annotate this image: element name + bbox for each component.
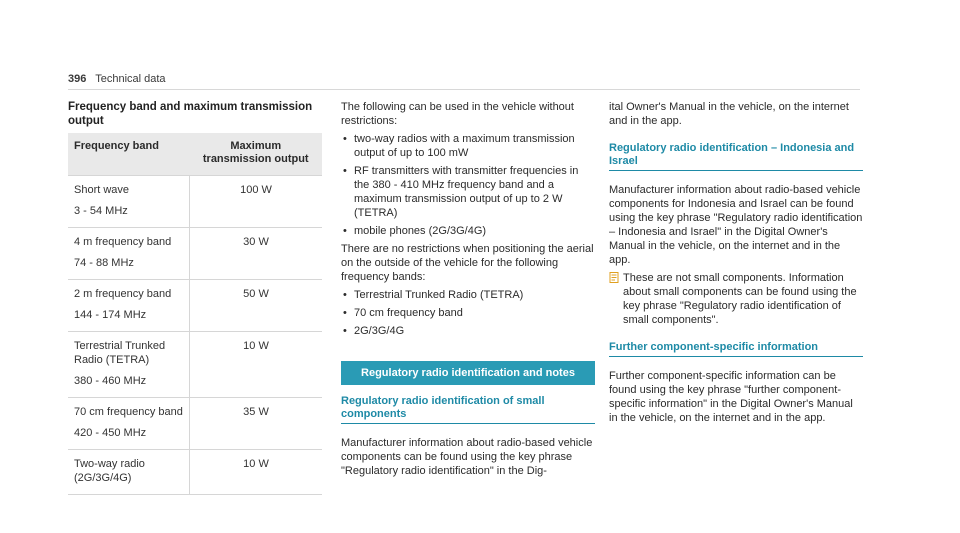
- intro-paragraph: The following can be used in the vehicle without restrictions:: [341, 101, 574, 127]
- band-name: Terrestrial Trunked Radio (TETRA): [74, 340, 166, 366]
- table-row: [68, 332, 322, 398]
- further-info-paragraph: Further component-specific information can be found using the key phrase "further component-specific information" in the Digital Owner's Manual in the vehicle, on the internet and in the app.: [609, 370, 853, 424]
- output-cell: 30 W: [190, 228, 323, 280]
- band-cell: [68, 332, 190, 398]
- left-column: [68, 100, 322, 495]
- continued-paragraph: ital Owner's Manual in the vehicle, on the internet and in the app.: [609, 101, 849, 127]
- band-range: 3 - 54 MHz: [74, 205, 128, 217]
- band-range: 380 - 460 MHz: [74, 375, 147, 387]
- band-name: 4 m frequency band: [74, 236, 172, 248]
- band-range: 74 - 88 MHz: [74, 257, 134, 269]
- section-banner: Regulatory radio identification and notes: [341, 361, 595, 385]
- table-row: [68, 176, 322, 228]
- aerial-paragraph: There are no restrictions when positioning the aerial on the outside of the vehicle for the following frequency bands:: [341, 243, 594, 283]
- note-box: [609, 271, 863, 327]
- band-cell: [68, 176, 190, 228]
- list-item: • Terrestrial Trunked Radio (TETRA): [341, 288, 595, 302]
- output-cell: 35 W: [190, 398, 323, 450]
- middle-column: [341, 100, 595, 482]
- unrestricted-list: [341, 132, 595, 238]
- band-range: 420 - 450 MHz: [74, 427, 147, 439]
- output-cell: 100 W: [190, 176, 323, 228]
- note-text: These are not small components. Information about small components can be found using the key phrase "Regulatory radio identification of small components".: [623, 272, 857, 326]
- small-components-paragraph: Manufacturer information about radio-based vehicle components can be found using the key phrase "Regulatory radio identification" in the Dig-: [341, 437, 593, 477]
- page-header: [68, 73, 166, 85]
- output-cell: 10 W: [190, 450, 323, 495]
- indonesia-israel-paragraph: Manufacturer information about radio-based vehicle components for Indonesia and Israel can be found using the key phrase "Regulatory radio identification – Indonesia and Israel" in the Digital Owner's Manual in the vehicle, on the internet and in the app.: [609, 184, 863, 266]
- column-header-band: Frequency band: [68, 133, 190, 176]
- frequency-heading: Frequency band and maximum transmission output: [68, 101, 313, 127]
- small-components-heading: Regulatory radio identification of small components: [341, 395, 595, 424]
- output-cell: 10 W: [190, 332, 323, 398]
- band-name: Two-way radio (2G/3G/4G): [74, 458, 145, 484]
- further-info-heading: Further component-specific information: [609, 341, 863, 357]
- table-row: [68, 280, 322, 332]
- indonesia-israel-heading: Regulatory radio identification – Indonesia and Israel: [609, 142, 863, 171]
- header-divider: [68, 89, 860, 90]
- band-cell: [68, 228, 190, 280]
- output-cell: 50 W: [190, 280, 323, 332]
- band-name: 2 m frequency band: [74, 288, 172, 300]
- column-header-output: Maximum transmission output: [190, 133, 323, 176]
- list-item: • mobile phones (2G/3G/4G): [341, 224, 595, 238]
- note-icon-glyph: [609, 272, 619, 283]
- table-header-row: [68, 133, 322, 176]
- band-name: Short wave: [74, 184, 130, 196]
- page-number: 396: [68, 73, 87, 85]
- aerial-band-list: [341, 288, 595, 338]
- list-item: • 70 cm frequency band: [341, 306, 595, 320]
- band-name: 70 cm frequency band: [74, 406, 183, 418]
- band-range: 144 - 174 MHz: [74, 309, 147, 321]
- list-item: • RF transmitters with transmitter frequencies in the 380 - 410 MHz frequency band and a maximum transmission output of up to 2 W (TETRA): [341, 164, 595, 220]
- note-icon: [609, 272, 619, 283]
- table-row: [68, 228, 322, 280]
- table-row: [68, 398, 322, 450]
- list-item: • 2G/3G/4G: [341, 324, 595, 338]
- band-cell: [68, 280, 190, 332]
- section-title: Technical data: [95, 73, 166, 85]
- band-cell: [68, 398, 190, 450]
- band-cell: [68, 450, 190, 495]
- frequency-table: [68, 133, 322, 495]
- table-row: [68, 450, 322, 495]
- list-item: • two-way radios with a maximum transmission output of up to 100 mW: [341, 132, 595, 160]
- right-column: [609, 100, 863, 429]
